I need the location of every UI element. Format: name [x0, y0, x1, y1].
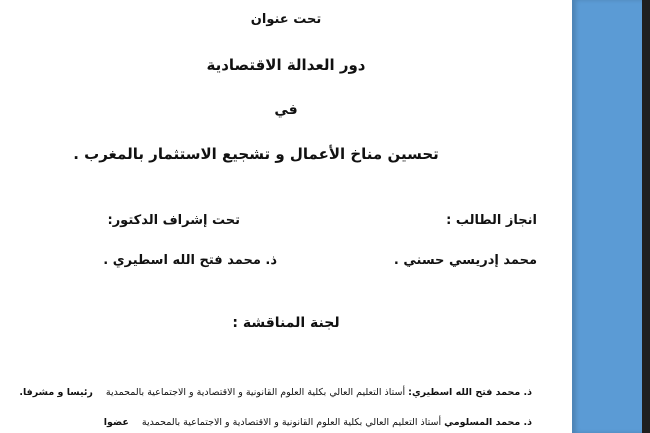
heading-under-title: تحت عنوان: [250, 12, 322, 27]
student-label: انجاز الطالب :: [446, 213, 537, 228]
committee-member-row: [104, 417, 532, 428]
committee-member-role: رئيسا و مشرفا.: [19, 387, 93, 398]
committee-member-name: ذ. محمد فتح الله اسطيري:: [408, 387, 532, 398]
window-right-edge: [642, 0, 650, 433]
thesis-title-line-3: تحسين مناخ الأعمال و تشجيع الاستثمار بالمغرب .: [73, 145, 439, 163]
student-name: محمد إدريسي حسني .: [393, 253, 537, 268]
supervisor-label: تحت إشراف الدكتور:: [107, 213, 240, 228]
thesis-title-line-2: في: [274, 102, 298, 118]
committee-member-name: ذ. محمد المسلومي: [444, 417, 532, 428]
thesis-title-line-1: دور العدالة الاقتصادية: [206, 56, 366, 74]
committee-heading: لجنة المناقشة :: [232, 315, 340, 331]
supervisor-name: ذ. محمد فتح الله اسطيري .: [103, 253, 277, 268]
committee-member-role: عضوا: [103, 417, 129, 428]
committee-member-description: أستاذ التعليم العالي بكلية العلوم القانونية و الاقتصادية و الاجتماعية بالمحمدية: [105, 387, 406, 398]
committee-member-description: أستاذ التعليم العالي بكلية العلوم القانونية و الاقتصادية و الاجتماعية بالمحمدية: [141, 417, 442, 428]
decorative-side-bar: [572, 0, 642, 433]
committee-member-row: [19, 387, 532, 398]
